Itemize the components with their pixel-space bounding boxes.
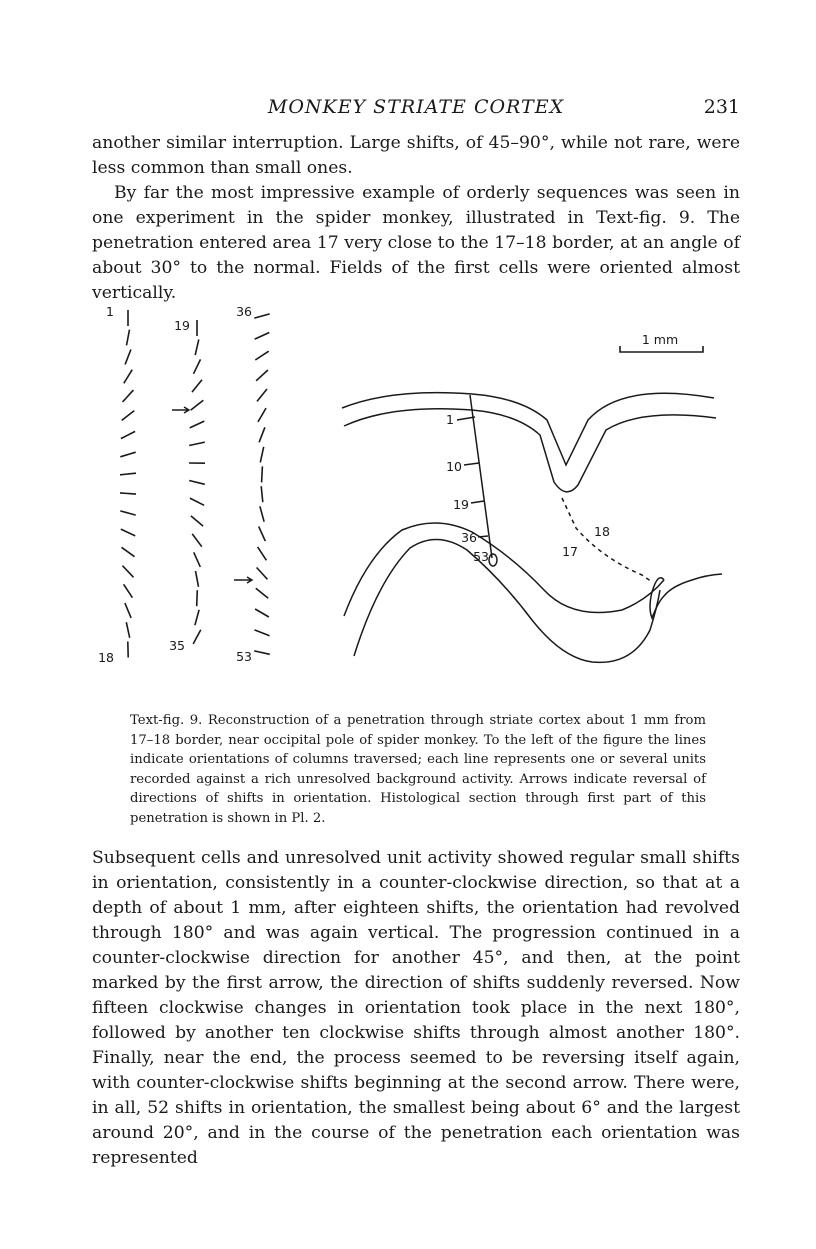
orientation-stroke <box>122 547 135 556</box>
orientation-stroke <box>258 408 266 422</box>
orientation-stroke <box>125 350 131 365</box>
orientation-stroke <box>189 481 205 485</box>
running-head <box>92 96 740 126</box>
orientation-stroke <box>121 431 135 438</box>
running-title: MONKEY STRIATE CORTEX <box>267 96 565 118</box>
orientation-stroke <box>124 370 132 384</box>
orientation-stroke <box>255 609 269 617</box>
column1-top-label: 1 <box>106 304 114 319</box>
orientation-stroke <box>259 427 265 442</box>
orientation-stroke <box>256 370 268 381</box>
lower-right-fold <box>650 574 722 618</box>
lower-outer-surface <box>354 539 660 662</box>
orientation-stroke <box>257 568 268 580</box>
orientation-stroke <box>120 493 136 494</box>
orientation-stroke <box>255 333 270 340</box>
column3-bottom-label: 53 <box>236 649 252 664</box>
orientation-stroke <box>259 527 266 542</box>
orientation-stroke <box>122 411 135 421</box>
text-figure-9 <box>92 290 740 690</box>
orientation-stroke <box>194 359 201 373</box>
orientation-stroke <box>257 389 267 401</box>
orientation-stroke <box>120 452 135 457</box>
area-17-label: 17 <box>562 544 578 559</box>
orientation-stroke <box>261 486 263 502</box>
column2-top-label: 19 <box>174 318 190 333</box>
upper-inner-boundary <box>344 409 716 492</box>
figure-drawing <box>92 290 740 690</box>
orientation-stroke <box>189 442 205 445</box>
orientation-stroke <box>196 571 199 587</box>
orientation-stroke <box>190 421 205 428</box>
orientation-stroke <box>126 622 129 638</box>
figure-caption: Text-fig. 9. Reconstruction of a penetration through striate cortex about 1 mm from 17–18 border, near occipital pole of spider monkey. To the left of the figure the lines indicate orientations of columns traversed; each line represents one or several units recorded against a rich unresolved background activity. Arrows indicate reversal of directions of shifts in orientation. Histological section through first part of this penetration is shown in Pl. 2. <box>130 713 706 826</box>
orientation-columns <box>120 310 270 658</box>
depth-label-19: 19 <box>453 497 469 512</box>
paragraph-continued: another similar interruption. Large shifts, of 45–90°, while not rare, were less common than small ones. <box>92 133 740 178</box>
orientation-stroke <box>254 651 270 654</box>
orientation-stroke <box>120 473 136 475</box>
orientation-stroke <box>120 511 135 515</box>
orientation-stroke <box>125 603 131 618</box>
orientation-stroke <box>123 390 134 402</box>
orientation-stroke <box>124 584 133 597</box>
orientation-stroke <box>194 552 201 567</box>
area-border-dashed <box>562 498 652 582</box>
reversal-arrow <box>172 407 189 413</box>
depth-label-36: 36 <box>461 530 477 545</box>
orientation-stroke <box>192 534 202 547</box>
depth-label-10: 10 <box>446 459 462 474</box>
depth-label-53: 53 <box>473 549 489 564</box>
orientation-stroke <box>258 547 267 560</box>
orientation-stroke <box>121 529 135 536</box>
orientation-stroke <box>254 314 269 318</box>
orientation-stroke <box>193 630 201 644</box>
page-number: 231 <box>703 96 740 118</box>
orientation-stroke <box>195 610 199 625</box>
orientation-stroke <box>260 447 263 463</box>
scale-bar-label: 1 mm <box>641 332 679 347</box>
orientation-stroke <box>197 590 198 606</box>
paragraph-second: By far the most impressive example of orderly sequences was seen in one experiment in the spider monkey, illustrated in Text-fig. 9. The penetration entered area 17 very close to the 17–18 border, at an angle of about 30° to the normal. Fields of the first cells were oriented almost vertically. <box>92 183 740 303</box>
paragraph-after-figure: Subsequent cells and unresolved unit activity showed regular small shifts in orientation, consistently in a counter-clockwise direction, so that at a depth of about 1 mm, after eighteen shifts, the orientation had revolved through 180° and was again vertical. The progression continued in a counter-clockwise direction for another 45°, and then, at the point marked by the first arrow, the direction of shifts suddenly reversed. Now fifteen clockwise changes in orientation took place in the next 180°, followed by another ten clockwise shifts through almost another 180°. Finally, near the end, the process seemed to be reversing itself again, with counter-clockwise shifts beginning at the second arrow. There were, in all, 52 shifts in orientation, the smallest being about 6° and the largest around 20°, and in the course of the penetration each orientation was represented <box>92 848 740 1168</box>
orientation-stroke <box>192 380 202 392</box>
column1-bottom-label: 18 <box>98 650 114 665</box>
area-18-label: 18 <box>594 524 610 539</box>
orientation-stroke <box>190 498 204 505</box>
upper-outer-surface <box>342 393 714 465</box>
orientation-stroke <box>191 400 204 410</box>
orientation-stroke <box>195 340 199 356</box>
reversal-arrow <box>234 577 252 583</box>
orientation-stroke <box>127 330 130 346</box>
orientation-stroke <box>123 566 134 578</box>
depth-label-1: 1 <box>446 412 454 427</box>
orientation-stroke <box>262 466 263 482</box>
orientation-stroke <box>255 630 270 636</box>
cortex-section <box>342 393 722 663</box>
orientation-stroke <box>255 351 268 360</box>
column3-top-label: 36 <box>236 304 252 319</box>
lesion-marker <box>489 554 497 566</box>
orientation-stroke <box>191 516 203 526</box>
column2-bottom-label: 35 <box>169 638 185 653</box>
orientation-stroke <box>256 588 268 598</box>
orientation-stroke <box>260 506 264 521</box>
